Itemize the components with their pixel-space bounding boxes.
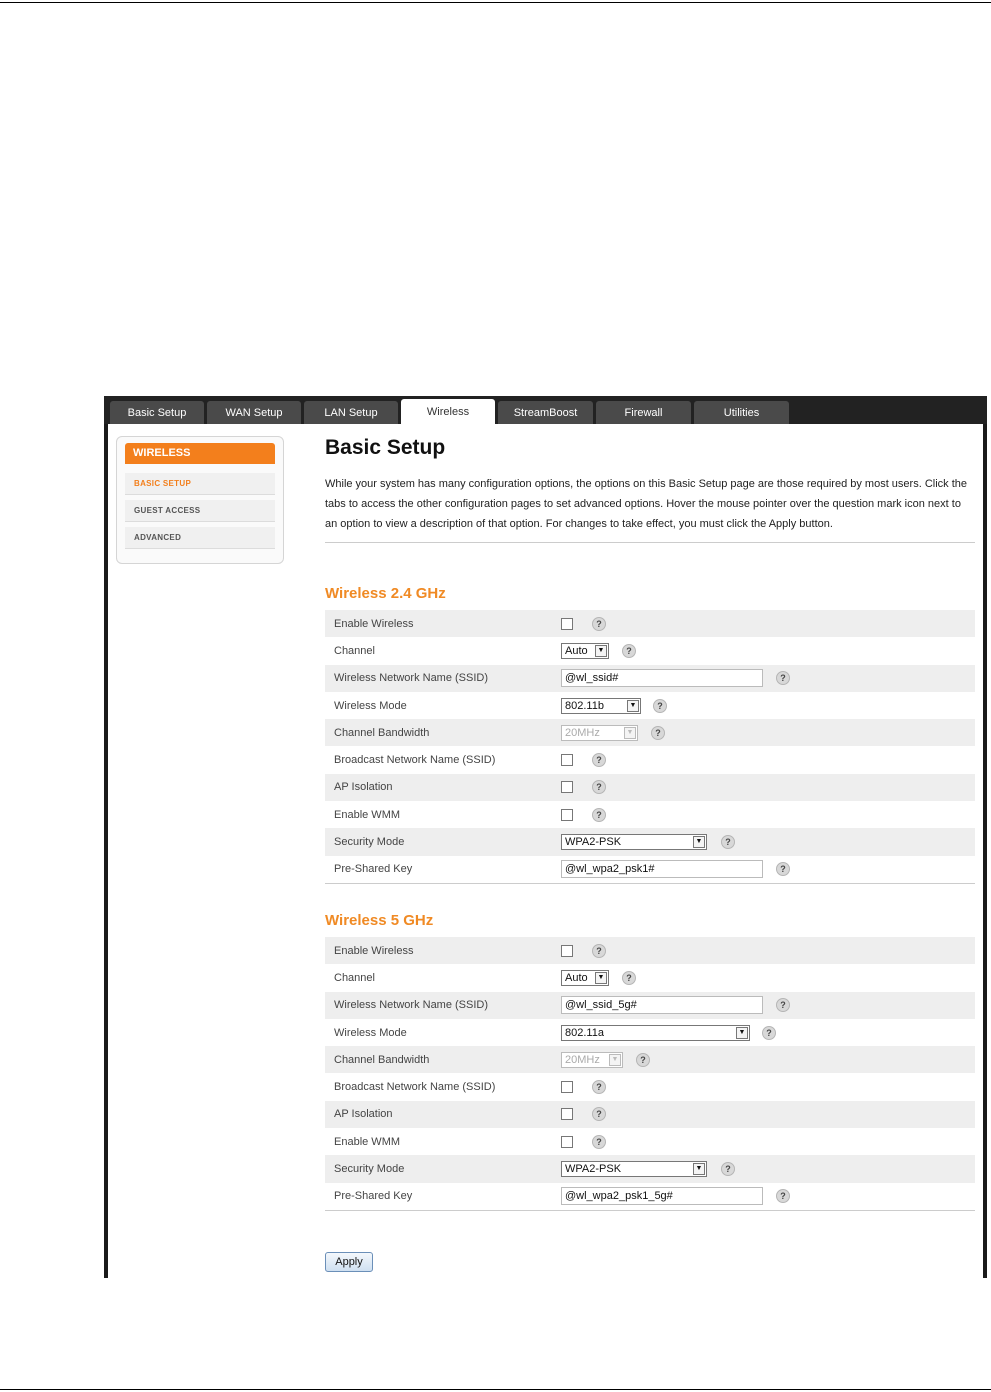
help-icon[interactable]: ? — [776, 1189, 790, 1203]
row-wireless-mode — [325, 1019, 975, 1046]
label-security-mode: Security Mode — [334, 1163, 405, 1176]
divider — [325, 1210, 975, 1211]
label-channel: Channel — [334, 971, 375, 984]
tab-lan-setup[interactable]: LAN Setup — [304, 401, 398, 424]
help-icon[interactable]: ? — [776, 998, 790, 1012]
help-icon[interactable]: ? — [592, 944, 606, 958]
divider — [325, 542, 975, 543]
ap-isolation-checkbox[interactable] — [561, 1108, 573, 1120]
enable-wireless-checkbox[interactable] — [561, 618, 573, 630]
enable-wireless-checkbox[interactable] — [561, 945, 573, 957]
wireless-sidebar — [116, 436, 284, 564]
row-channel — [325, 964, 975, 991]
label-enable-wmm: Enable WMM — [334, 1135, 401, 1148]
label-channel: Channel — [334, 644, 375, 657]
label-ssid: Wireless Network Name (SSID) — [334, 999, 489, 1012]
page-title: Basic Setup — [325, 436, 446, 459]
row-security-mode — [325, 1155, 975, 1182]
chevron-down-icon: ▼ — [595, 645, 607, 657]
label-wireless-mode: Wireless Mode — [334, 1026, 407, 1039]
label-ap-isolation: AP Isolation — [334, 1108, 393, 1121]
label-broadcast-ssid: Broadcast Network Name (SSID) — [334, 754, 496, 767]
channel-select[interactable]: Auto ▼ — [561, 970, 609, 986]
sidebar-item-guest-access[interactable]: GUEST ACCESS — [125, 500, 275, 522]
label-pre-shared-key: Pre-Shared Key — [334, 863, 413, 876]
ssid-input[interactable]: @wl_ssid# — [561, 669, 763, 687]
row-enable-wireless — [325, 937, 975, 964]
channel-select[interactable]: Auto ▼ — [561, 643, 609, 659]
help-icon[interactable]: ? — [592, 617, 606, 631]
tab-wan-setup[interactable]: WAN Setup — [207, 401, 301, 424]
row-channel — [325, 637, 975, 664]
ssid-input[interactable]: @wl_ssid_5g# — [561, 996, 763, 1014]
help-icon[interactable]: ? — [592, 1080, 606, 1094]
help-icon[interactable]: ? — [776, 671, 790, 685]
label-channel-bandwidth: Channel Bandwidth — [334, 726, 430, 739]
row-security-mode — [325, 828, 975, 855]
main-tab-bar — [104, 396, 987, 424]
ap-isolation-checkbox[interactable] — [561, 781, 573, 793]
row-enable-wmm — [325, 1128, 975, 1155]
help-icon[interactable]: ? — [721, 1162, 735, 1176]
page-top-rule — [0, 2, 991, 3]
help-icon[interactable]: ? — [651, 726, 665, 740]
help-icon[interactable]: ? — [622, 971, 636, 985]
label-wireless-mode: Wireless Mode — [334, 699, 407, 712]
row-channel-bandwidth — [325, 1046, 975, 1073]
label-pre-shared-key: Pre-Shared Key — [334, 1190, 413, 1203]
wireless-mode-select[interactable]: 802.11b ▼ — [561, 698, 641, 714]
label-enable-wmm: Enable WMM — [334, 808, 401, 821]
label-channel-bandwidth: Channel Bandwidth — [334, 1053, 430, 1066]
help-icon[interactable]: ? — [592, 1107, 606, 1121]
tab-firewall[interactable]: Firewall — [596, 401, 691, 424]
help-icon[interactable]: ? — [762, 1026, 776, 1040]
broadcast-ssid-checkbox[interactable] — [561, 1081, 573, 1093]
tab-basic-setup[interactable]: Basic Setup — [110, 401, 204, 424]
label-enable-wireless: Enable Wireless — [334, 617, 414, 630]
label-ap-isolation: AP Isolation — [334, 781, 393, 794]
label-ssid: Wireless Network Name (SSID) — [334, 672, 489, 685]
chevron-down-icon: ▼ — [595, 972, 607, 984]
security-mode-select[interactable]: WPA2-PSK ▼ — [561, 834, 707, 850]
security-mode-select[interactable]: WPA2-PSK ▼ — [561, 1161, 707, 1177]
row-ap-isolation — [325, 1101, 975, 1128]
help-icon[interactable]: ? — [653, 699, 667, 713]
tab-streamboost[interactable]: StreamBoost — [498, 401, 593, 424]
tab-utilities[interactable]: Utilities — [694, 401, 789, 424]
help-icon[interactable]: ? — [592, 808, 606, 822]
row-wireless-mode — [325, 692, 975, 719]
row-ssid — [325, 665, 975, 692]
help-icon[interactable]: ? — [776, 862, 790, 876]
chevron-down-icon: ▼ — [736, 1027, 748, 1039]
help-icon[interactable]: ? — [592, 1135, 606, 1149]
chevron-down-icon: ▼ — [693, 836, 705, 848]
channel-bandwidth-select: 20MHz ▼ — [561, 725, 638, 741]
row-channel-bandwidth — [325, 719, 975, 746]
broadcast-ssid-checkbox[interactable] — [561, 754, 573, 766]
wireless-mode-select[interactable]: 802.11a ▼ — [561, 1025, 750, 1041]
row-ssid — [325, 992, 975, 1019]
section-title-5ghz: Wireless 5 GHz — [325, 912, 434, 929]
enable-wmm-checkbox[interactable] — [561, 1136, 573, 1148]
row-enable-wireless — [325, 610, 975, 637]
section-title-2-4ghz: Wireless 2.4 GHz — [325, 585, 446, 602]
chevron-down-icon: ▼ — [693, 1163, 705, 1175]
row-broadcast-ssid — [325, 746, 975, 773]
help-icon[interactable]: ? — [592, 780, 606, 794]
apply-button[interactable]: Apply — [325, 1252, 373, 1272]
label-security-mode: Security Mode — [334, 836, 405, 849]
row-enable-wmm — [325, 801, 975, 828]
help-icon[interactable]: ? — [592, 753, 606, 767]
chevron-down-icon: ▼ — [624, 727, 636, 739]
label-enable-wireless: Enable Wireless — [334, 944, 414, 957]
tab-wireless[interactable]: Wireless — [401, 399, 495, 424]
pre-shared-key-input[interactable]: @wl_wpa2_psk1# — [561, 860, 763, 878]
label-broadcast-ssid: Broadcast Network Name (SSID) — [334, 1081, 496, 1094]
row-broadcast-ssid — [325, 1073, 975, 1100]
chevron-down-icon: ▼ — [609, 1054, 621, 1066]
divider — [325, 883, 975, 884]
enable-wmm-checkbox[interactable] — [561, 809, 573, 821]
page-intro: While your system has many configuration options, the options on this Basic Setup page are those required by most users. Click the tabs to access the other configuration pages to set advanced options. Hover the mouse pointer over the question mark icon next to an option to view a description of that option. For changes to take effect, you must click the Apply button. — [325, 478, 967, 530]
channel-bandwidth-select: 20MHz ▼ — [561, 1052, 623, 1068]
row-pre-shared-key — [325, 856, 975, 883]
row-ap-isolation — [325, 774, 975, 801]
page-bottom-rule — [0, 1389, 991, 1390]
pre-shared-key-input[interactable]: @wl_wpa2_psk1_5g# — [561, 1187, 763, 1205]
help-icon[interactable]: ? — [721, 835, 735, 849]
help-icon[interactable]: ? — [636, 1053, 650, 1067]
row-pre-shared-key — [325, 1183, 975, 1210]
help-icon[interactable]: ? — [622, 644, 636, 658]
form-5ghz — [325, 937, 975, 1210]
sidebar-item-basic-setup[interactable]: BASIC SETUP — [125, 473, 275, 495]
sidebar-header: WIRELESS — [125, 443, 275, 464]
chevron-down-icon: ▼ — [627, 700, 639, 712]
sidebar-item-advanced[interactable]: ADVANCED — [125, 527, 275, 549]
form-2-4ghz — [325, 610, 975, 883]
